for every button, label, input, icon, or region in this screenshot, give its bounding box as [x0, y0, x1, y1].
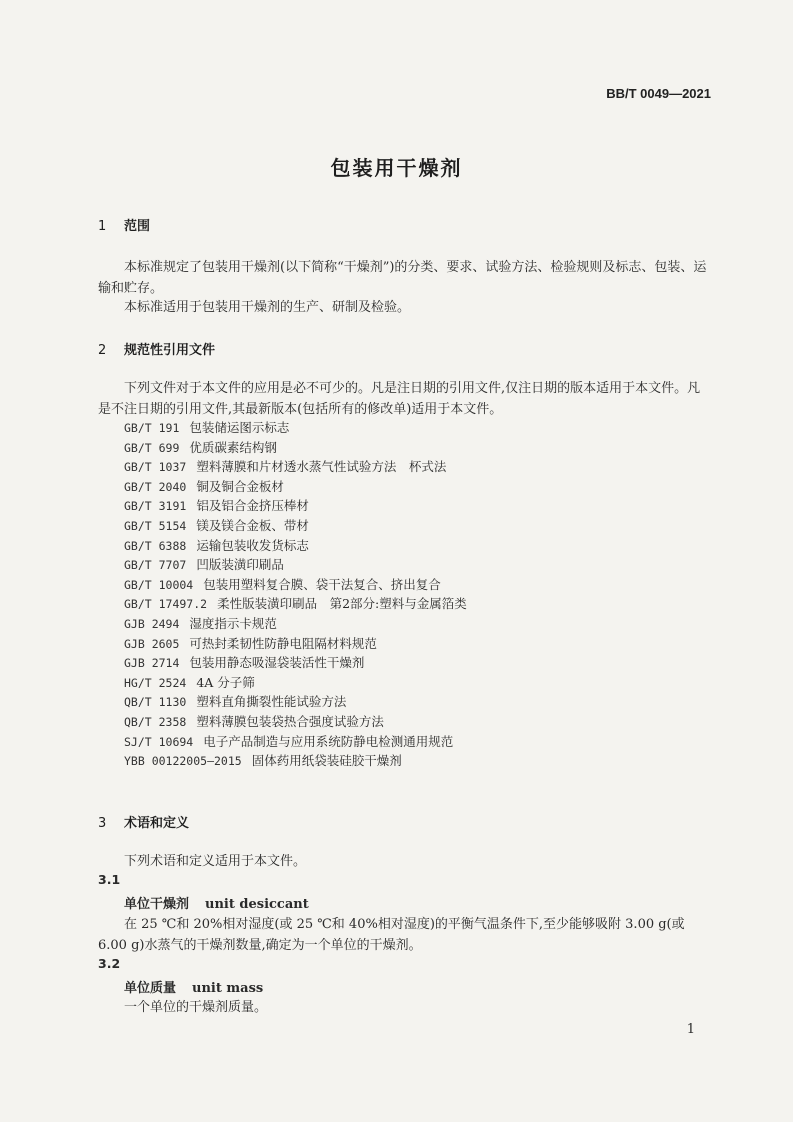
reference-title: 4A 分子筛 [196, 674, 255, 690]
reference-item [124, 732, 467, 752]
scope-paragraph-1: 本标准规定了包装用干燥剂(以下简称“干燥剂”)的分类、要求、试验方法、检验规则及标志、包装、运输和贮存。 [98, 260, 707, 296]
reference-title: 铝及铝合金挤压棒材 [196, 498, 309, 514]
reference-item [124, 438, 467, 458]
clause-number: 3.1 [98, 872, 121, 887]
reference-title: 优质碳素结构钢 [189, 439, 277, 455]
reference-code: GB/T 3191 [124, 499, 187, 514]
reference-code: GJB 2605 [124, 636, 180, 651]
section-title: 规范性引用文件 [124, 343, 216, 358]
term-en: unit mass [192, 981, 264, 996]
reference-code: QB/T 1130 [124, 695, 187, 710]
term-zh: 单位干燥剂 [124, 897, 190, 912]
terms-intro: 下列术语和定义适用于本文件。 [124, 854, 307, 869]
reference-code: GB/T 2040 [124, 479, 187, 494]
reference-title: 柔性版装潢印刷品 第2部分:塑料与金属箔类 [217, 596, 467, 612]
reference-code: GB/T 6388 [124, 538, 187, 553]
term-definition: 一个单位的干燥剂质量。 [124, 1000, 268, 1015]
reference-item [124, 653, 467, 673]
reference-code: HG/T 2524 [124, 675, 187, 690]
term-heading [124, 893, 309, 912]
reference-item [124, 496, 467, 516]
document-title: 包装用干燥剂 [330, 156, 463, 180]
reference-title: 电子产品制造与应用系统防静电检测通用规范 [203, 733, 454, 749]
section-title: 范围 [124, 219, 151, 234]
section-number: 2 [98, 343, 107, 358]
reference-title: 包装储运图示标志 [189, 420, 290, 435]
reference-title: 塑料薄膜包装袋热合强度试验方法 [196, 713, 384, 729]
reference-title: 凹版装潢印刷品 [196, 557, 284, 573]
reference-item [124, 594, 467, 614]
reference-code: GB/T 17497.2 [124, 597, 208, 612]
reference-code: GB/T 5154 [124, 518, 187, 533]
reference-code: GJB 2494 [124, 616, 180, 631]
reference-code: SJ/T 10694 [124, 734, 194, 749]
reference-code: GJB 2714 [124, 656, 180, 671]
reference-item [124, 634, 467, 654]
reference-title: 固体药用纸袋装硅胶干燥剂 [251, 753, 402, 769]
term-definition: 在 25 ℃和 20%相对湿度(或 25 ℃和 40%相对湿度)的平衡气温条件下,至少能够吸附 3.00 g(或 6.00 g)水蒸气的干燥剂数量,确定为一个单位的干燥剂。 [98, 917, 685, 953]
clause-number: 3.2 [98, 956, 121, 971]
reference-title: 可热封柔韧性防静电阻隔材料规范 [189, 635, 377, 651]
section-number: 1 [98, 219, 107, 234]
reference-item [124, 751, 467, 771]
term-en: unit desiccant [205, 897, 309, 912]
reference-title: 塑料薄膜和片材透水蒸气性试验方法 杯式法 [196, 459, 447, 475]
reference-item [124, 536, 467, 556]
section-heading-scope [98, 215, 150, 234]
reference-item [124, 457, 467, 477]
reference-item [124, 516, 467, 536]
section-heading-terms [98, 812, 189, 831]
term-zh: 单位质量 [124, 981, 177, 996]
references-intro: 下列文件对于本文件的应用是必不可少的。凡是注日期的引用文件,仅注日期的版本适用于本文件。凡是不注日期的引用文件,其最新版本(包括所有的修改单)适用于本文件。 [98, 381, 701, 417]
scope-paragraph-2: 本标准适用于包装用干燥剂的生产、研制及检验。 [124, 300, 411, 315]
reference-code: GB/T 191 [124, 421, 180, 435]
section-number: 3 [98, 816, 107, 831]
reference-title: 运输包装收发货标志 [196, 537, 309, 553]
reference-item [124, 673, 467, 693]
reference-code: GB/T 1037 [124, 460, 187, 475]
reference-title: 湿度指示卡规范 [189, 615, 277, 631]
reference-title: 铜及铜合金板材 [196, 478, 284, 494]
reference-item [124, 614, 467, 634]
reference-item [124, 555, 467, 575]
reference-list [124, 418, 467, 771]
reference-item [124, 575, 467, 595]
reference-item [124, 418, 467, 438]
reference-item [124, 477, 467, 497]
document-code: BB/T 0049—2021 [606, 86, 711, 101]
section-title: 术语和定义 [124, 816, 190, 831]
section-heading-references [98, 339, 215, 358]
reference-title: 镁及镁合金板、带材 [196, 517, 309, 533]
reference-title: 包装用静态吸湿袋装活性干燥剂 [189, 655, 365, 671]
reference-code: YBB 00122005—2015 [124, 754, 242, 769]
term-heading [124, 977, 263, 996]
reference-code: GB/T 699 [124, 440, 180, 455]
reference-item [124, 712, 467, 732]
reference-item [124, 692, 467, 712]
page-number: 1 [686, 1022, 695, 1037]
reference-code: GB/T 7707 [124, 558, 187, 573]
reference-code: GB/T 10004 [124, 577, 194, 592]
reference-title: 包装用塑料复合膜、袋干法复合、挤出复合 [203, 576, 441, 592]
reference-title: 塑料直角撕裂性能试验方法 [196, 694, 347, 710]
reference-code: QB/T 2358 [124, 714, 187, 729]
